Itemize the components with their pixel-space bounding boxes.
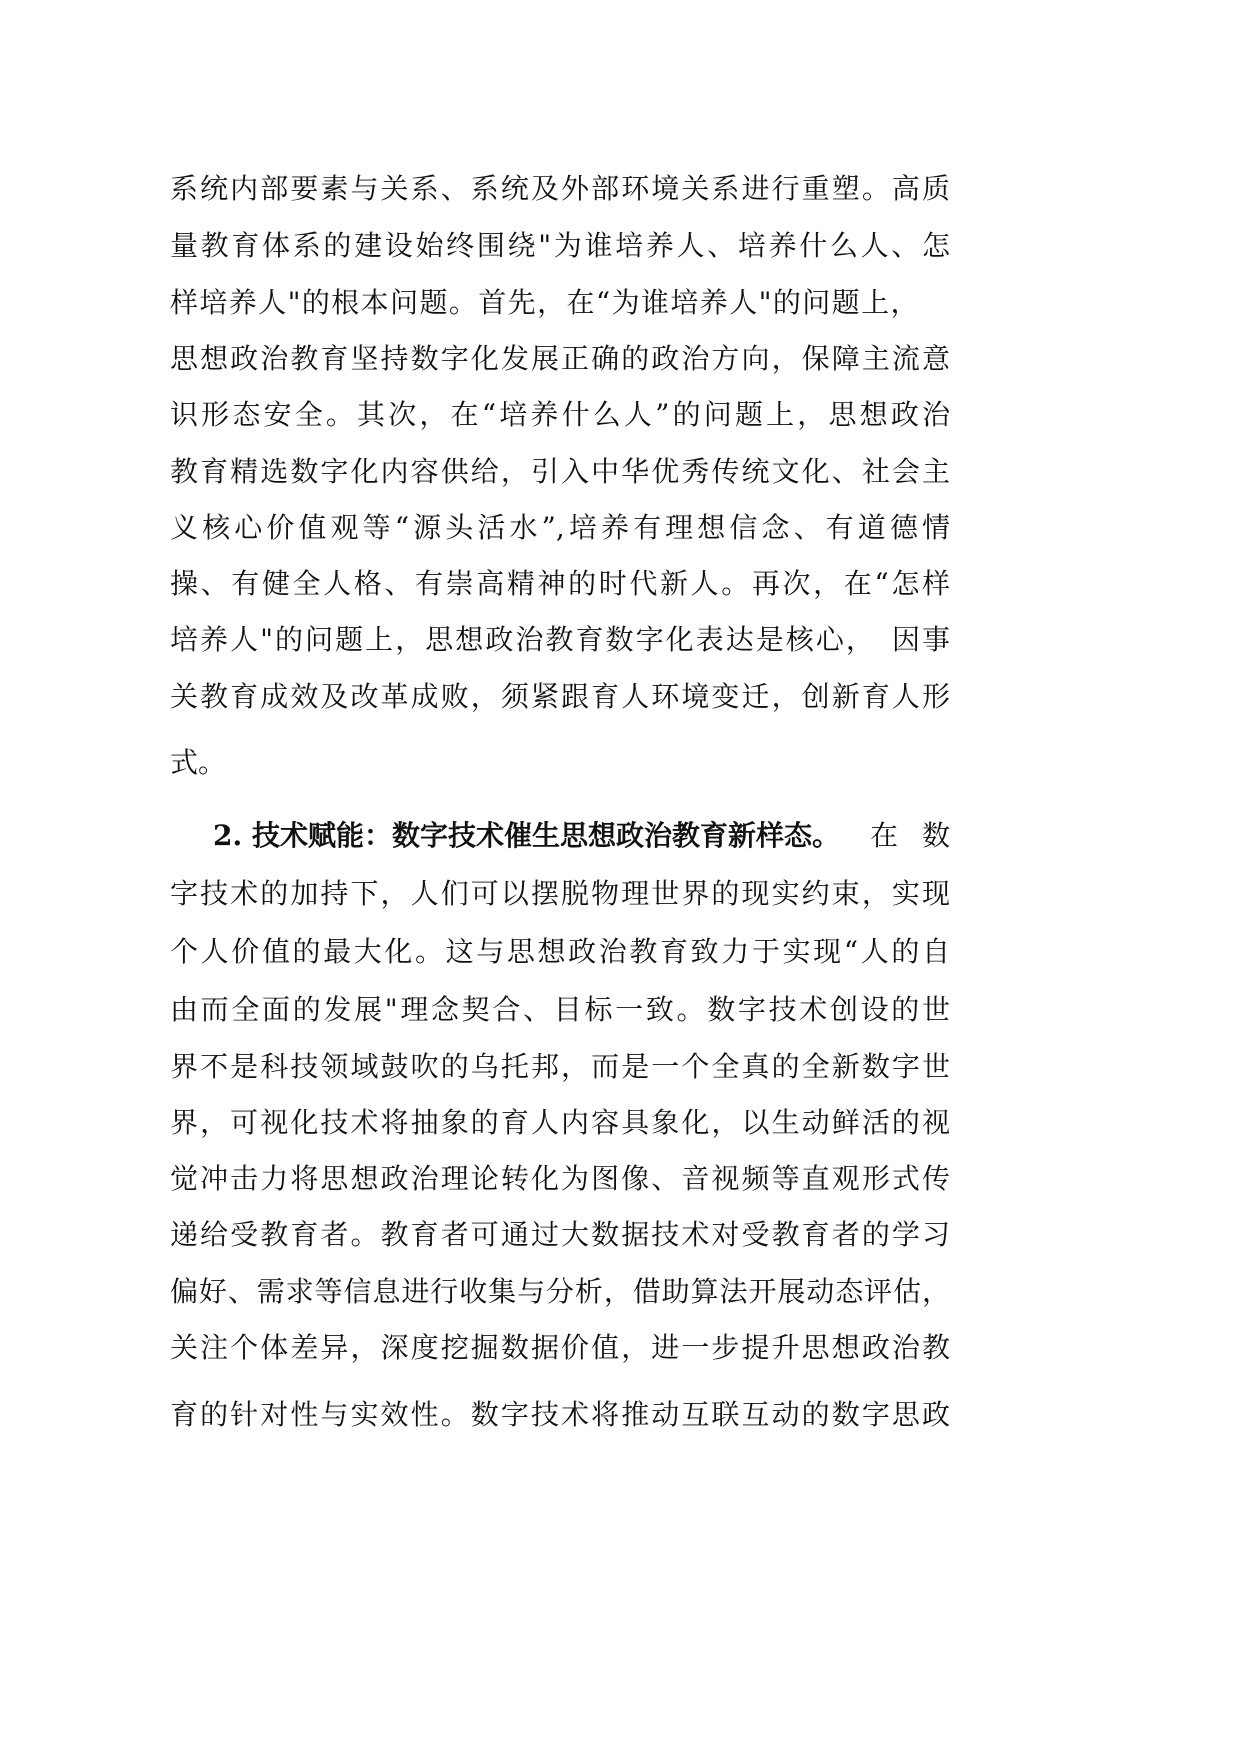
text-line: 界不是科技领域鼓吹的乌托邦，而是一个全真的全新数字世 bbox=[170, 1050, 950, 1083]
text-line: 义核心价值观等“源头活水”,培养有理想信念、有道德情 bbox=[170, 511, 950, 544]
text-line: 字技术的加持下，人们可以摆脱物理世界的现实约束，实现 bbox=[170, 877, 950, 910]
text-line: 培养人"的问题上，思想政治教育数字化表达是核心， 因事 bbox=[170, 623, 950, 656]
section-heading: 2. 技术赋能：数字技术催生思想政治教育新样态。 bbox=[213, 819, 840, 852]
text-line: 系统内部要素与关系、系统及外部环境关系进行重塑。高质 bbox=[170, 172, 950, 205]
text-line: 偏好、需求等信息进行收集与分析，借助算法开展动态评估， bbox=[170, 1275, 950, 1308]
text-line: 关教育成效及改革成败，须紧跟育人环境变迁，创新育人形 bbox=[170, 680, 950, 713]
section-heading-line bbox=[170, 819, 950, 853]
text-line: 关注个体差异，深度挖掘数据价值，进一步提升思想政治教 bbox=[170, 1331, 950, 1364]
text-line: 思想政治教育坚持数字化发展正确的政治方向，保障主流意 bbox=[170, 342, 950, 375]
text-line: 教育精选数字化内容供给，引入中华优秀传统文化、社会主 bbox=[170, 455, 950, 488]
text-line: 操、有健全人格、有崇高精神的时代新人。再次，在“怎样 bbox=[170, 567, 950, 600]
text-line: 量教育体系的建设始终围绕"为谁培养人、培养什么人、怎 bbox=[170, 229, 950, 262]
heading-tail-text: 在 数 bbox=[869, 819, 950, 852]
text-line: 育的针对性与实效性。数字技术将推动互联互动的数字思政 bbox=[170, 1398, 950, 1431]
text-line: 递给受教育者。教育者可通过大数据技术对受教育者的学习 bbox=[170, 1218, 950, 1251]
text-line: 式。 bbox=[170, 746, 227, 779]
text-line: 觉冲击力将思想政治理论转化为图像、音视频等直观形式传 bbox=[170, 1162, 950, 1195]
text-line: 个人价值的最大化。这与思想政治教育致力于实现“人的自 bbox=[170, 935, 950, 968]
text-line: 由而全面的发展"理念契合、目标一致。数字技术创设的世 bbox=[170, 993, 950, 1026]
text-line: 界，可视化技术将抽象的育人内容具象化，以生动鲜活的视 bbox=[170, 1106, 950, 1139]
text-line: 识形态安全。其次，在“培养什么人”的问题上，思想政治 bbox=[170, 398, 950, 431]
text-line: 样培养人"的根本问题。首先，在“为谁培养人"的问题上， bbox=[170, 286, 920, 319]
